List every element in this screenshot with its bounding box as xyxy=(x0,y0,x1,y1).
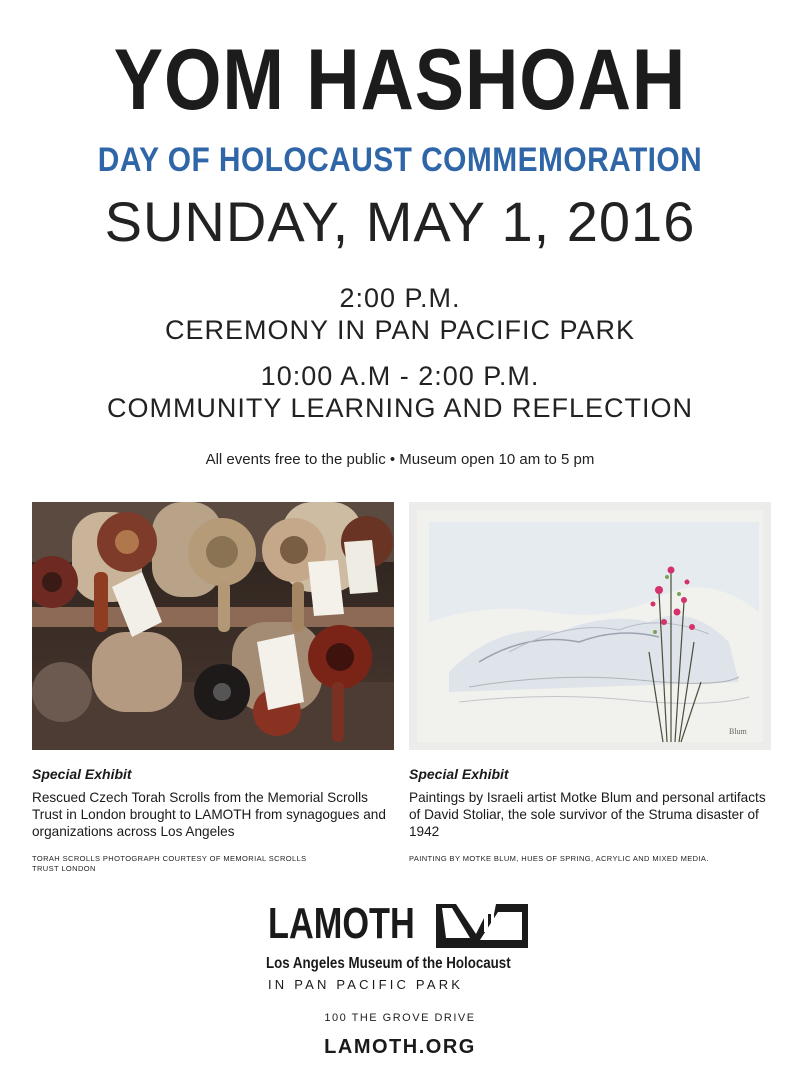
svg-text:Blum: Blum xyxy=(729,727,747,736)
event-subtitle: DAY OF HOLOCAUST COMMEMORATION xyxy=(97,141,703,179)
website-link[interactable]: LAMOTH.ORG xyxy=(324,1036,476,1058)
torah-scrolls-photo xyxy=(32,502,394,750)
logo-wordmark: LAMOTH xyxy=(268,899,415,948)
lamoth-logo xyxy=(266,898,536,998)
admission-note: All events free to the public • Museum open 10 am to 5 pm xyxy=(205,451,595,468)
landscape-painting xyxy=(409,502,771,750)
exhibit-description-1: Rescued Czech Torah Scrolls from the Memorial Scrolls Trust in London brought to LAMOTH from synagogues and organizations across Los Angeles xyxy=(32,790,386,839)
photo-credit-1: TORAH SCROLLS PHOTOGRAPH COURTESY OF MEMORIAL SCROLLS TRUST LONDON xyxy=(32,854,307,873)
museum-mark-icon xyxy=(436,904,528,948)
event-date: SUNDAY, MAY 1, 2016 xyxy=(104,190,696,253)
schedule-time-1: 2:00 P.M. xyxy=(339,283,461,313)
schedule-event-2: COMMUNITY LEARNING AND REFLECTION xyxy=(106,393,694,423)
museum-location: IN PAN PACIFIC PARK xyxy=(268,977,464,992)
schedule-event-1: CEREMONY IN PAN PACIFIC PARK xyxy=(164,315,636,345)
exhibit-description-2: Paintings by Israeli artist Motke Blum and personal artifacts of David Stoliar, the sole survivor of the Struma disaster of 1942 xyxy=(409,790,766,839)
museum-address: 100 THE GROVE DRIVE xyxy=(324,1012,476,1024)
exhibit-heading-1: Special Exhibit xyxy=(32,766,132,782)
exhibit-heading-2: Special Exhibit xyxy=(409,766,509,782)
museum-name: Los Angeles Museum of the Holocaust xyxy=(266,955,511,972)
event-title: YOM HASHOAH xyxy=(113,32,687,128)
schedule-time-2: 10:00 A.M - 2:00 P.M. xyxy=(260,361,540,391)
photo-credit-2: PAINTING BY MOTKE BLUM, HUES OF SPRING, ACRYLIC AND MIXED MEDIA. xyxy=(409,854,709,863)
